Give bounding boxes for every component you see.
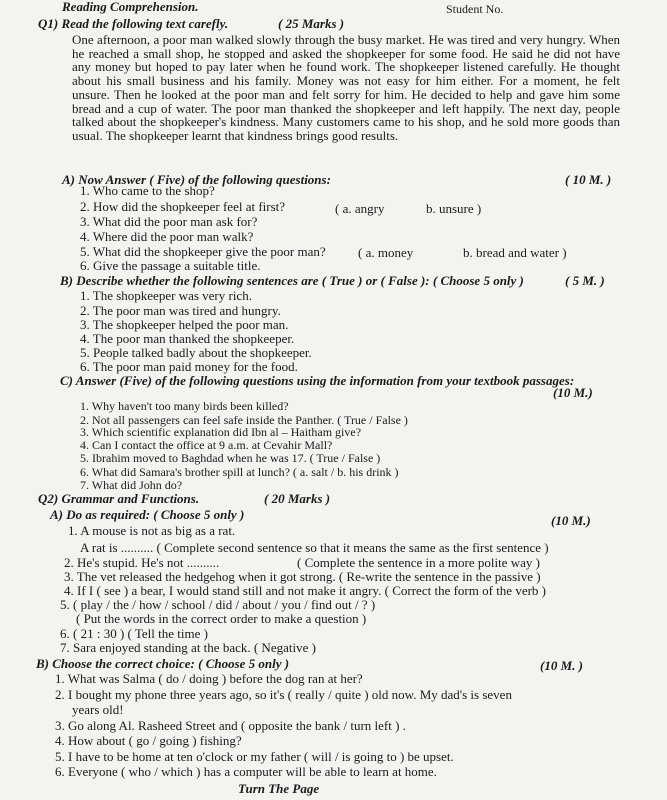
q2-a-line-1-instruction: A rat is .......... ( Complete second sentence so that it means the same as the first sentence ) <box>80 540 549 555</box>
q2-b-line-6: 6. Everyone ( who / which ) has a computer will be able to learn at home. <box>55 764 437 779</box>
q2-a-heading: A) Do as required: ( Choose 5 only ) <box>50 507 245 522</box>
student-number-label: Student No. <box>446 2 504 16</box>
q1-b-item-3: 3. The shopkeeper helped the poor man. <box>80 317 289 332</box>
q1-marks: ( 25 Marks ) <box>278 16 345 31</box>
q1-b-item-2: 2. The poor man was tired and hungry. <box>80 303 281 318</box>
q1-b-item-4: 4. The poor man thanked the shopkeeper. <box>80 331 295 346</box>
q1-a-item-5-option-b: b. bread and water ) <box>463 245 567 260</box>
q1-c-item-3: 3. Which scientific explanation did Ibn al – Haitham give? <box>80 425 362 439</box>
q1-a-marks: ( 10 M. ) <box>565 172 612 187</box>
q2-marks: ( 20 Marks ) <box>264 491 331 506</box>
q2-a-line-2: 2. He's stupid. He's not .......... <box>64 555 220 570</box>
reading-passage: One afternoon, a poor man walked slowly through the busy market. He was tired and very hungry. When he reached a small shop, he stopped and asked the shopkeeper for some food. He said he did not have any money but hoped to pay later when he found work. The shopkeeper listened carefully. He thought about his small business and his family. Money was not easy for him either. For a moment, he felt unsure. Then he looked at the poor man and felt sorry for him. He decided to help and gave him some bread and a cup of water. The poor man thanked the shopkeeper and left happily. The next day, people talked about the shopkeeper's kindness. Many customers came to his shop, and he sold more goods than usual. The shopkeeper learnt that kindness brings good results. <box>72 32 620 143</box>
q2-a-line-6: 6. ( 21 : 30 ) ( Tell the time ) <box>60 626 208 641</box>
q2-b-line-3: 3. Go along Al. Rasheed Street and ( opposite the bank / turn left ) . <box>55 718 406 733</box>
q1-a-item-5: 5. What did the shopkeeper give the poor man? <box>80 244 326 259</box>
q2-b-line-2: 2. I bought my phone three years ago, so it's ( really / quite ) old now. My dad's is seven <box>55 687 512 702</box>
q1-a-item-2-option-b: b. unsure ) <box>426 201 482 216</box>
q1-heading: Q1) Read the following text carefly. <box>38 16 229 31</box>
q2-b-line-5: 5. I have to be home at ten o'clock or my father ( will / is going to ) be upset. <box>55 749 454 764</box>
q2-b-line-2-cont: years old! <box>72 702 124 717</box>
q1-b-item-1: 1. The shopkeeper was very rich. <box>80 288 252 303</box>
q1-a-item-1: 1. Who came to the shop? <box>80 183 215 198</box>
q1-b-item-5: 5. People talked badly about the shopkeeper. <box>80 345 312 360</box>
q2-a-marks: (10 M.) <box>551 513 591 528</box>
q1-a-item-6: 6. Give the passage a suitable title. <box>80 258 261 273</box>
q2-b-heading: B) Choose the correct choice: ( Choose 5 only ) <box>36 656 290 671</box>
q2-heading: Q2) Grammar and Functions. <box>38 491 200 506</box>
turn-page-note: Turn The Page <box>238 781 320 796</box>
q1-a-item-2-option-a: ( a. angry <box>335 201 385 216</box>
q1-a-item-5-option-a: ( a. money <box>358 245 414 260</box>
q2-a-line-4: 4. If I ( see ) a bear, I would stand still and not make it angry. ( Correct the form of the verb ) <box>64 583 547 598</box>
q2-a-line-2-instruction: ( Complete the sentence in a more polite way ) <box>297 555 540 570</box>
q2-b-marks: (10 M. ) <box>540 658 583 673</box>
q1-a-item-3: 3. What did the poor man ask for? <box>80 214 258 229</box>
q1-c-item-4: 4. Can I contact the office at 9 a.m. at Cevahir Mall? <box>80 438 333 452</box>
q1-c-item-1: 1. Why haven't too many birds been killed? <box>80 399 289 413</box>
q1-c-marks: (10 M.) <box>553 385 593 400</box>
q1-b-heading: B) Describe whether the following sentences are ( True ) or ( False ): ( Choose 5 only ) <box>60 273 524 288</box>
q1-b-item-6: 6. The poor man paid money for the food. <box>80 359 298 374</box>
q2-a-line-1: 1. A mouse is not as big as a rat. <box>68 523 236 538</box>
q1-c-item-2: 2. Not all passengers can feel safe inside the Panther. ( True / False ) <box>80 413 408 427</box>
q1-c-item-5: 5. Ibrahim moved to Baghdad when he was 17. ( True / False ) <box>80 451 381 465</box>
q2-b-line-4: 4. How about ( go / going ) fishing? <box>55 733 242 748</box>
q1-c-item-7: 7. What did John do? <box>80 478 183 492</box>
q1-a-item-2: 2. How did the shopkeeper feel at first? <box>80 199 286 214</box>
page-title: Reading Comprehension. <box>62 0 199 14</box>
q2-a-line-5: 5. ( play / the / how / school / did / about / you / find out / ? ) <box>60 597 376 612</box>
q2-a-line-3: 3. The vet released the hedgehog when it got strong. ( Re-write the sentence in the passive ) <box>64 569 541 584</box>
q1-c-item-6: 6. What did Samara's brother spill at lunch? ( a. salt / b. his drink ) <box>80 465 399 479</box>
q1-b-marks: ( 5 M. ) <box>565 273 605 288</box>
q1-a-item-4: 4. Where did the poor man walk? <box>80 229 254 244</box>
q2-b-line-1: 1. What was Salma ( do / doing ) before the dog ran at her? <box>55 671 363 686</box>
q1-c-heading: C) Answer (Five) of the following questions using the information from your textbook passages: <box>60 373 575 388</box>
q2-a-line-7: 7. Sara enjoyed standing at the back. ( Negative ) <box>60 640 316 655</box>
q2-a-line-5-instruction: ( Put the words in the correct order to make a question ) <box>76 611 367 626</box>
q1-a-heading: A) Now Answer ( Five) of the following questions: <box>62 172 331 187</box>
